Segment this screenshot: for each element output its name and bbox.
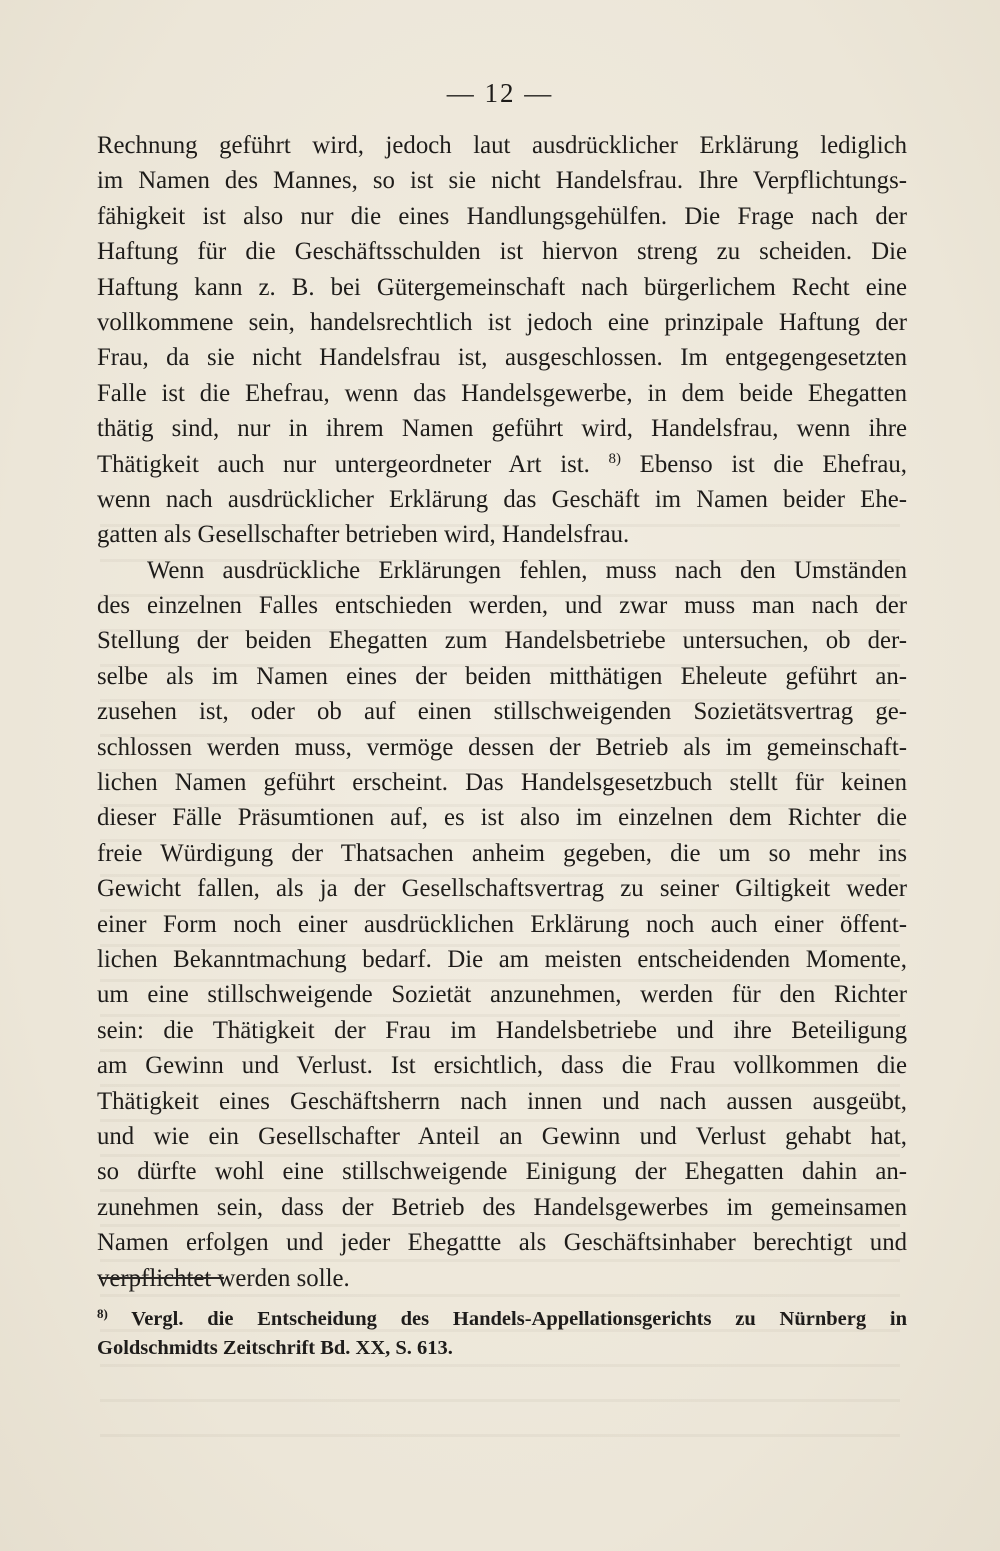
footnote-divider — [99, 1277, 224, 1279]
footnote-reference[interactable]: 8) — [608, 450, 622, 467]
text-line: um eine stillschweigende Sozietät anzunehmen, werden für den Richter — [97, 981, 907, 1009]
text-line: Rechnung geführt wird, jedoch laut ausdrücklicher Erklärung lediglich — [97, 132, 907, 159]
text-line: so dürfte wohl eine stillschweigende Einigung der Ehegatten dahin an- — [97, 1158, 907, 1186]
footnote — [97, 1305, 907, 1363]
text-line: am Gewinn und Verlust. Ist ersichtlich, dass die Frau vollkommen die — [97, 1052, 907, 1080]
text-line: dieser Fälle Präsumtionen auf, es ist also im einzelnen dem Richter die — [97, 804, 907, 832]
text-line: Thätigkeit eines Geschäftsherrn nach innen und nach aussen ausgeübt, — [97, 1087, 907, 1115]
text-line: Haftung für die Geschäftsschulden ist hiervon streng zu scheiden. Die — [97, 238, 907, 266]
text-line: sein: die Thätigkeit der Frau im Handelsbetriebe und ihre Beteiligung — [97, 1016, 907, 1044]
text-line: Haftung kann z. B. bei Gütergemeinschaft nach bürgerlichem Recht eine — [97, 273, 907, 301]
page-number: — 12 — — [446, 78, 554, 108]
text-line: lichen Bekanntmachung bedarf. Die am meisten entscheidenden Momente, — [97, 945, 907, 973]
footnote-text: Vergl. die Entscheidung des Handels-Appellationsgerichts zu Nürnberg in — [131, 1308, 907, 1330]
paragraph-end-line: gatten als Gesellschafter betrieben wird, Handelsfrau. — [97, 521, 630, 549]
text-line: und wie ein Gesellschafter Anteil an Gewinn und Verlust gehabt hat, — [97, 1122, 907, 1150]
text-line: Gewicht fallen, als ja der Gesellschaftsvertrag zu seiner Giltigkeit weder — [97, 875, 907, 903]
text-line: thätig sind, nur in ihrem Namen geführt wird, Handelsfrau, wenn ihre — [97, 415, 907, 443]
text-line: wenn nach ausdrücklicher Erklärung das Geschäft im Namen beider Ehe- — [97, 485, 907, 513]
text-line: Falle ist die Ehefrau, wenn das Handelsgewerbe, in dem beide Ehegatten — [97, 379, 907, 407]
text-line: Stellung der beiden Ehegatten zum Handelsbetriebe untersuchen, ob der- — [97, 627, 907, 655]
main-text-block — [97, 128, 907, 1296]
text-line: fähigkeit ist also nur die eines Handlungsgehülfen. Die Frage nach der — [97, 202, 907, 230]
text-line: schlossen werden muss, vermöge dessen der Betrieb als im gemeinschaft- — [97, 733, 907, 761]
text-line: lichen Namen geführt erscheint. Das Handelsgesetzbuch stellt für keinen — [97, 769, 907, 797]
text-line: des einzelnen Falles entschieden werden, und zwar muss man nach der — [97, 592, 907, 620]
footnote-line — [97, 1305, 907, 1334]
text-line: Namen erfolgen und jeder Ehegattte als Geschäftsinhaber berechtigt und — [97, 1229, 907, 1257]
text-line: einer Form noch einer ausdrücklichen Erklärung noch auch einer öffent- — [97, 910, 907, 938]
paragraph-start-line: Wenn ausdrückliche Erklärungen fehlen, muss nach den Umständen — [147, 556, 907, 584]
text-line: zunehmen sein, dass der Betrieb des Handelsgewerbes im gemeinsamen — [97, 1193, 907, 1221]
text-line: freie Würdigung der Thatsachen anheim gegeben, die um so mehr ins — [97, 839, 907, 867]
text-line: vollkommene sein, handelsrechtlich ist jedoch eine prinzipale Haftung der — [97, 308, 907, 336]
text-segment: Thätigkeit auch nur untergeordneter Art ist. — [97, 450, 590, 478]
text-line-with-footnote-ref — [97, 447, 907, 482]
footnote-marker: 8) — [97, 1306, 108, 1321]
text-line: im Namen des Mannes, so ist sie nicht Handelsfrau. Ihre Verpflichtungs- — [97, 167, 907, 195]
paragraph-end-line: verpflichtet werden solle. — [97, 1264, 350, 1292]
text-segment: Ebenso ist die Ehefrau, — [639, 450, 908, 478]
footnote-line: Goldschmidts Zeitschrift Bd. XX, S. 613. — [97, 1337, 453, 1359]
text-line: selbe als im Namen eines der beiden mitthätigen Eheleute geführt an- — [97, 662, 907, 690]
text-line: zusehen ist, oder ob auf einen stillschweigenden Sozietätsvertrag ge- — [97, 698, 907, 726]
text-line: Frau, da sie nicht Handelsfrau ist, ausgeschlossen. Im entgegengesetzten — [97, 344, 907, 372]
